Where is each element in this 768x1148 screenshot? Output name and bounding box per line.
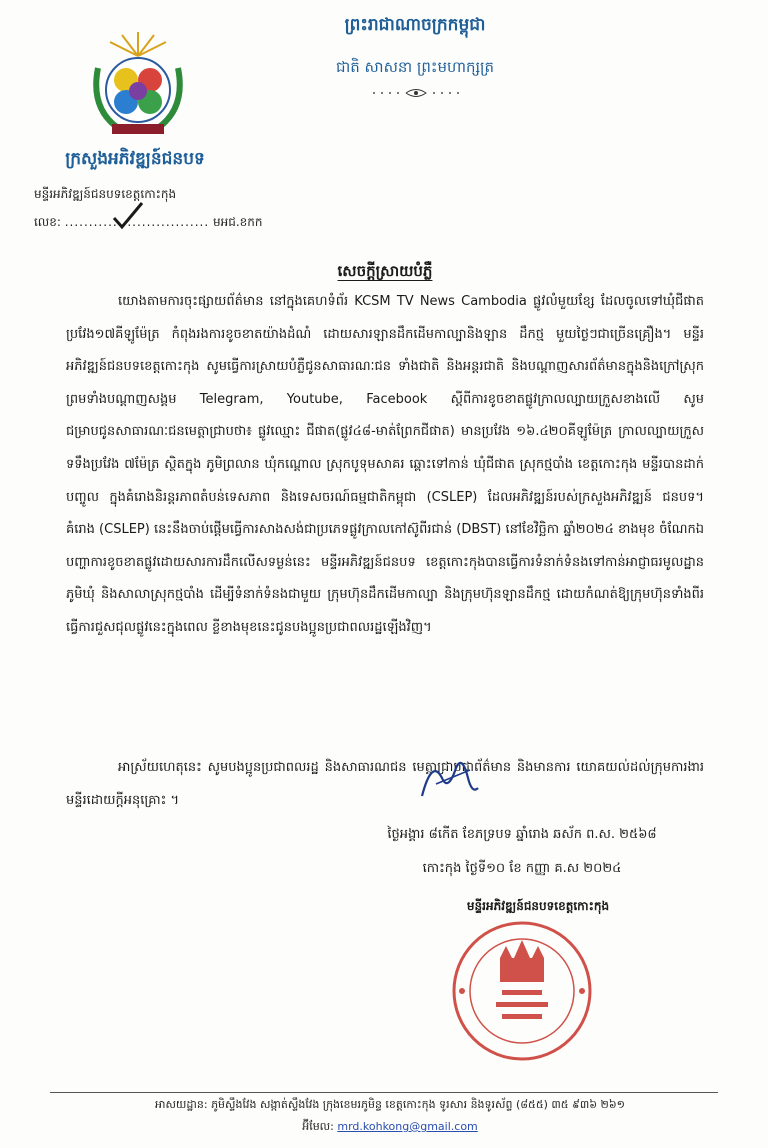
signature-icon [412, 748, 482, 808]
signatory-name: មន្ទីរអភិវឌ្ឍន៍ជនបទខេត្តកោះកុង [466, 899, 610, 913]
checkmark-icon [110, 200, 146, 230]
kingdom-title: ព្រះរាជាណាចក្រកម្ពុជា [344, 15, 486, 35]
reference-number [34, 214, 263, 232]
reference-label: លេខ: [34, 215, 61, 229]
email-label: អ៊ីមែល: [302, 1120, 334, 1133]
date-lunar: ថ្ងៃអង្គារ ៨កើត ខែភទ្របទ ឆ្នាំរោង ឆស័ក ព.ស. ២៥៦៨ [387, 827, 657, 842]
ministry-emblem-icon [78, 28, 198, 146]
body-paragraph-2: អាស្រ័យហេតុនេះ សូមបងប្អូនប្រជាពលរដ្ឋ និងសាធារណជន មេត្តាជ្រាបជាព័ត៌មាន និងមានការ យោគយល់ដល់ក្រុមការងារមន្ទីរដោយក្តីអនុគ្រោះ ។ [66, 760, 704, 808]
footer-email-line [60, 1120, 720, 1136]
document-title: សេចក្តីស្រាយបំភ្លឺ [337, 262, 433, 280]
department-name: មន្ទីរអភិវឌ្ឍន៍ជនបទខេត្តកោះកុង [34, 187, 177, 201]
body-paragraph-1: យោងតាមការចុះផ្សាយព័ត៌មាន នៅក្នុងគេហទំព័រ KCSM TV News Cambodia ផ្លូវលំមួយខ្សែ ដែលចូលទៅឃុំជីផាតប្រវែង១៧គីឡូម៉ែត្រ កំពុងរងការខូចខាតយ៉ាងដំណំ ដោយសារឡានដឹកដើមកាល្បានិងឡាន ដឹកថ្ម មួយថ្ងៃៗជាច្រើនគ្រឿង។ មន្ទីរអភិវឌ្ឍន៍ជនបទខេត្តកោះកុង សូមធ្វើការស្រាយបំភ្លឺជូនសាធារណៈជន ទាំងជាតិ និងអន្តរជាតិ និងបណ្តាញសារព័ត៌មានក្នុងនិងក្រៅស្រុក ព្រមទាំងបណ្តាញសង្គម Telegram, Youtube, Facebook ស្តីពីការខូចខាតផ្លូវក្រាលល្បាយក្រួសខាងលើ សូមជម្រាបជូនសាធារណៈជនមេត្តាជ្រាបថា៖ ផ្លូវឈ្មោះ ជីផាត(ផ្លូវ៤៨-មាត់ព្រែកជីផាត) មានប្រវែង ១៦.៤២០គីឡូម៉ែត្រ ក្រាលល្បាយក្រួស ទទឹងប្រវែង ៧ម៉ែត្រ ស្ថិតក្នុង ភូមិព្រលាន ឃុំកណ្តោល ស្រុកបូទុមសាគរ ឆ្ពោះទៅកាន់ ឃុំជីផាត ស្រុកថ្មបាំង ខេត្តកោះកុង មន្ទីរបានដាក់បញ្ចូល ក្នុងគំរោងនិរន្តរភាពតំបន់ទេសភាព និងទេសចរណ៍ធម្មជាតិកម្ពុជា (CSLEP) ដែលអភិវឌ្ឍន៍របស់ក្រសួងអភិវឌ្ឍន៍ ជនបទ។ គំរោង (CSLEP) នេះនឹងចាប់ផ្តើមធ្វើការសាងសង់ជាប្រភេទផ្លូវក្រាលកៅស៊ូពីរជាន់ (DBST) នៅខែវិច្ឆិកា ឆ្នាំ២០២៤ ខាងមុខ ចំណែកឯបញ្ហាការខូចខាតផ្លូវដោយសារការដឹកលើសទម្ងន់នេះ មន្ទីរអភិវឌ្ឍន៍ជនបទ ខេត្តកោះកុងបានធ្វើការទំនាក់ទំនងទៅកាន់អាជ្ញាធរមូលដ្ឋានភូមិឃុំ និងសាលាស្រុកថ្មបាំង ដើម្បីទំនាក់ទំនងជាមួយ ក្រុមហ៊ុនដឹកដើមកាល្បា និងក្រុមហ៊ុនឡានដឹកថ្ម ដោយកំណត់ឱ្យក្រុមហ៊ុនទាំងពីរធ្វើការជួសជុលផ្លូវនេះក្នុងពេល ខ្លីខាងមុខនេះជូនបងប្អូនប្រជាពលរដ្ឋឡើងវិញ។ [66, 294, 704, 635]
date-solar: កោះកុង ថ្ងៃទី១០ ខែ កញ្ញា គ.ស ២០២៤ [422, 861, 622, 876]
email-link[interactable]: mrd.kohkong@gmail.com [337, 1120, 478, 1133]
footer-address: អាសយដ្ឋាន: ភូមិស្ទឹងវែង សង្កាត់ស្ទឹងវែង ក្រុងខេមរភូមិន្ទ ខេត្តកោះកុង ទូរសារ និងទូរស័ព្ទ (៨៥៥) ៣៥ ៩៣៦ ២៦១ [154, 1098, 625, 1111]
reference-suffix: មអជ.ខកក [213, 215, 263, 229]
official-seal-icon [448, 918, 596, 1064]
ministry-name: ក្រសួងអភិវឌ្ឍន៍ជនបទ [65, 149, 205, 169]
ornament-divider-icon [368, 86, 464, 100]
national-motto: ជាតិ សាសនា ព្រះមហាក្សត្រ [335, 58, 495, 76]
footer-divider [50, 1092, 718, 1093]
reference-dots: .............................. [64, 215, 210, 229]
